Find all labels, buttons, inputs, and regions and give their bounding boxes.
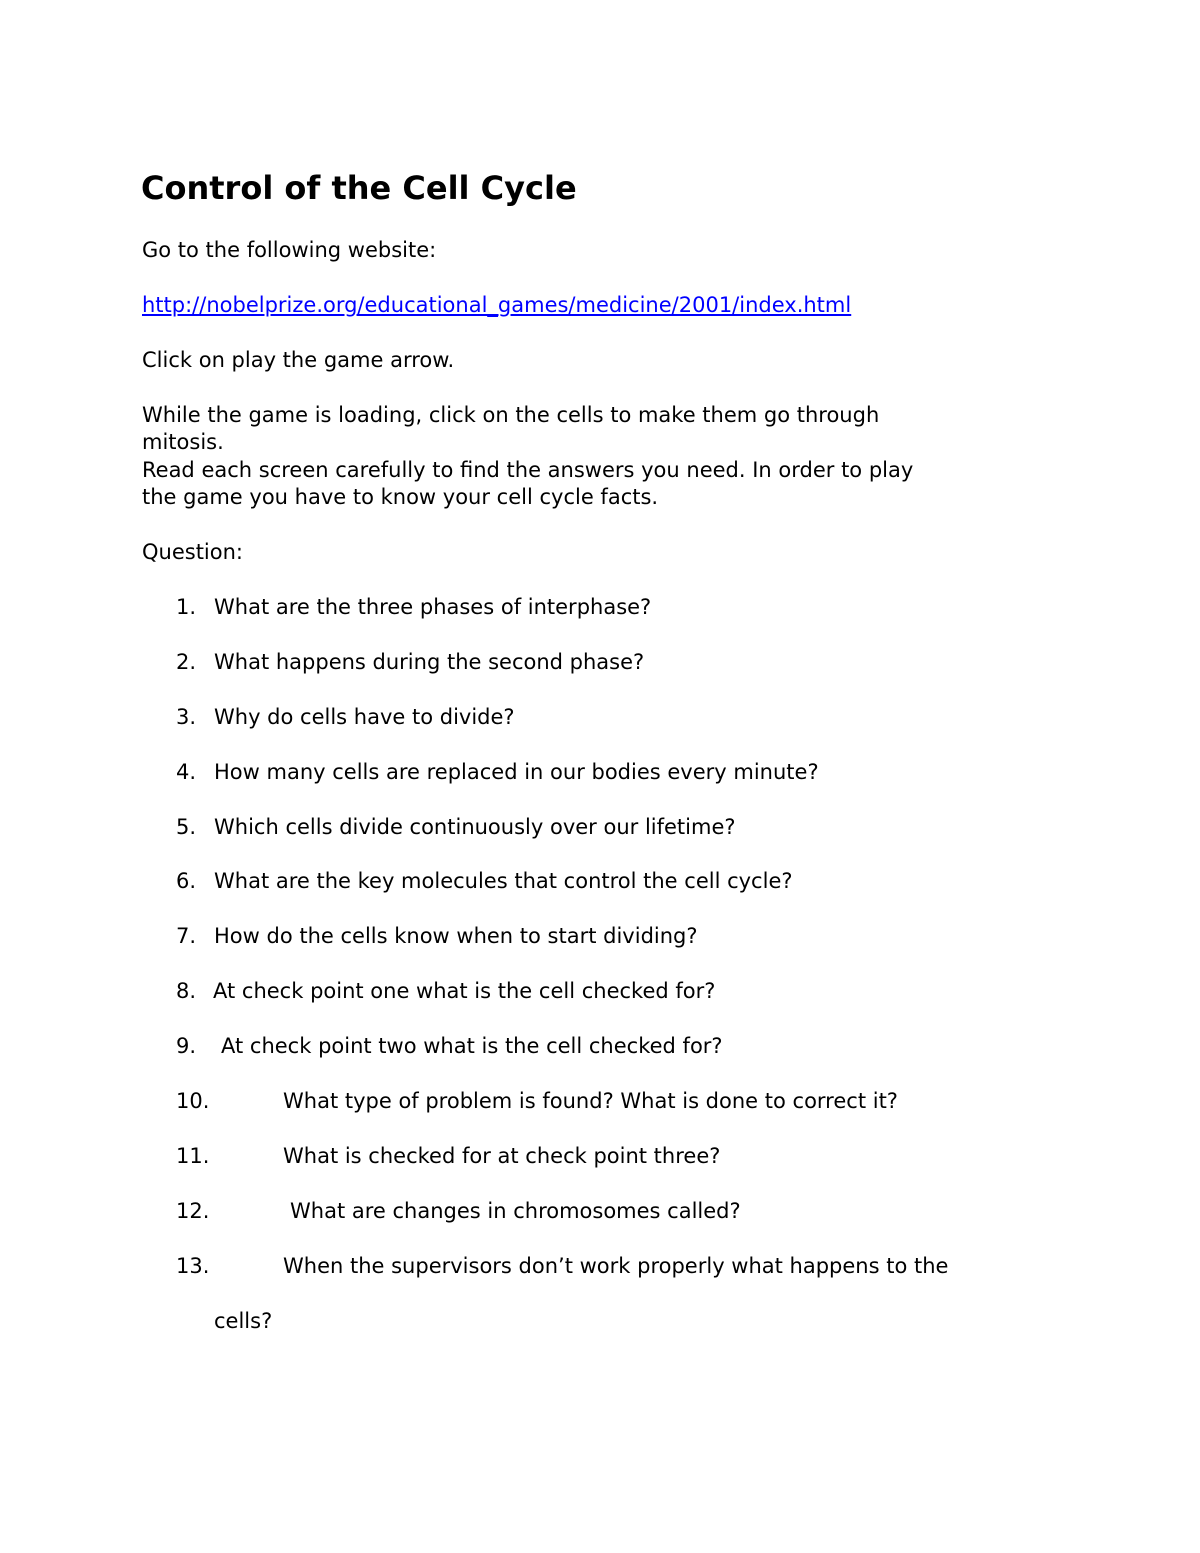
question-number: 11. [176,1144,210,1168]
list-item [0,1198,1200,1225]
instruction-loading-line-1: While the game is loading, click on the cells to make them go through [142,403,880,427]
question-number: 7. [176,924,197,948]
question-number: 10. [176,1089,210,1113]
question-number: 8. [176,979,197,1003]
instruction-play-arrow: Click on play the game arrow. [142,348,455,372]
question-text: Which cells divide continuously over our lifetime? [214,815,736,839]
question-continuation: cells? [214,1309,273,1333]
list-item [0,868,1200,895]
question-number: 5. [176,815,197,839]
question-text: How many cells are replaced in our bodies every minute? [214,760,819,784]
question-text: What is checked for at check point three? [283,1144,721,1168]
question-text: What type of problem is found? What is done to correct it? [283,1089,898,1113]
list-item [0,704,1200,731]
question-text: What are the key molecules that control the cell cycle? [214,869,793,893]
list-item [0,759,1200,786]
intro-text: Go to the following website: [142,238,437,262]
question-text: What are the three phases of interphase? [214,595,652,619]
page-title: Control of the Cell Cycle [141,169,577,207]
question-text: When the supervisors don’t work properly what happens to the [283,1254,949,1278]
list-item [0,1033,1200,1060]
question-number: 2. [176,650,197,674]
question-text: At check point two what is the cell checked for? [221,1034,723,1058]
question-text: What are changes in chromosomes called? [290,1199,741,1223]
instruction-read-line-1: Read each screen carefully to find the answers you need. In order to play [142,458,914,482]
question-number: 13. [176,1254,210,1278]
list-item [0,594,1200,621]
questions-heading: Question: [142,540,244,564]
question-number: 6. [176,869,197,893]
question-number: 12. [176,1199,210,1223]
list-item [0,649,1200,676]
list-item [0,1143,1200,1170]
list-item [0,978,1200,1005]
list-item [0,814,1200,841]
list-item [0,1088,1200,1115]
instruction-loading-line-2: mitosis. [142,430,224,454]
list-item [0,923,1200,950]
question-number: 9. [176,1034,197,1058]
question-text: At check point one what is the cell checked for? [213,979,716,1003]
game-website-link[interactable]: http://nobelprize.org/educational_games/medicine/2001/index.html [142,293,852,317]
question-text: How do the cells know when to start dividing? [214,924,698,948]
list-item [0,1253,1200,1280]
question-text: Why do cells have to divide? [214,705,515,729]
question-text: What happens during the second phase? [214,650,645,674]
instruction-read-line-2: the game you have to know your cell cycle facts. [142,485,659,509]
question-number: 3. [176,705,197,729]
question-number: 4. [176,760,197,784]
question-number: 1. [176,595,197,619]
